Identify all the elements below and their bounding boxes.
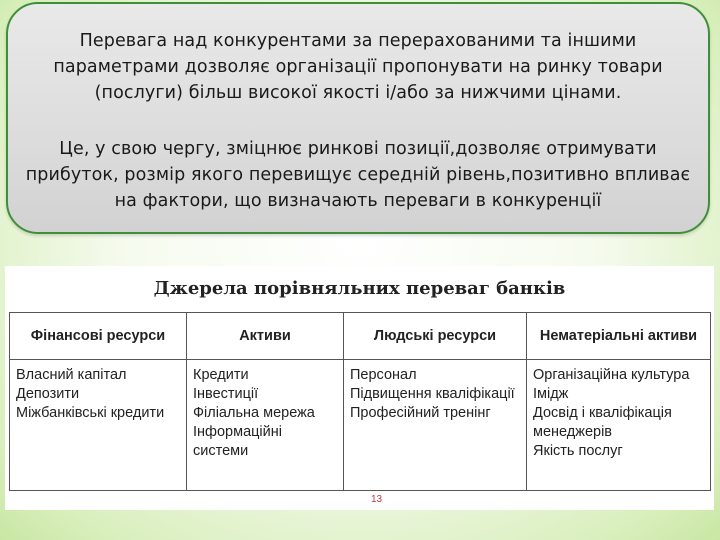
- header-intangible-assets: Нематеріальні активи: [527, 313, 711, 360]
- callout-paragraph-2: Це, у свою чергу, зміцнює ринкові позиції,дозволяє отримувати прибуток, розмір якого перевищує середній рівень,позитивно впливає на фактори, що визначають переваги в конкуренції: [25, 139, 691, 211]
- table-row: [10, 360, 711, 491]
- cell-intangible-assets: [527, 360, 711, 491]
- list-item: Імідж: [533, 386, 569, 402]
- table-image: [5, 266, 714, 510]
- cell-human-resources: [344, 360, 527, 491]
- text-callout: [6, 2, 710, 234]
- list-item: Власний капітал: [16, 367, 127, 383]
- list-item: Персонал: [350, 367, 417, 383]
- list-item: Інформаційні системи: [193, 424, 282, 459]
- header-human-resources: Людські ресурси: [344, 313, 527, 360]
- page-number: 13: [371, 494, 383, 505]
- cell-financial-resources: [10, 360, 187, 491]
- sources-table: [9, 312, 711, 491]
- list-item: Якість послуг: [533, 443, 623, 459]
- table-title: Джерела порівняльних переваг банків: [153, 278, 566, 299]
- list-item: Міжбанківські кредити: [16, 405, 165, 421]
- callout-paragraph-1: Перевага над конкурентами за перерахованими та іншими параметрами дозволяє організації пропонувати на ринку товари (послуги) більш високої якості і/або за нижчими цінами.: [53, 31, 663, 103]
- list-item: Кредити: [193, 367, 249, 383]
- list-item: Підвищення кваліфікації: [350, 386, 515, 402]
- table-header-row: [10, 313, 711, 360]
- header-financial-resources: Фінансові ресурси: [10, 313, 187, 360]
- list-item: Професійний тренінг: [350, 405, 491, 421]
- cell-assets: [187, 360, 344, 491]
- list-item: Організаційна культура: [533, 367, 690, 383]
- header-assets: Активи: [187, 313, 344, 360]
- list-item: Філіальна мережа: [193, 405, 315, 421]
- list-item: Депозити: [16, 386, 80, 402]
- list-item: Інвестиції: [193, 386, 259, 402]
- list-item: Досвід і кваліфікація менеджерів: [533, 405, 672, 440]
